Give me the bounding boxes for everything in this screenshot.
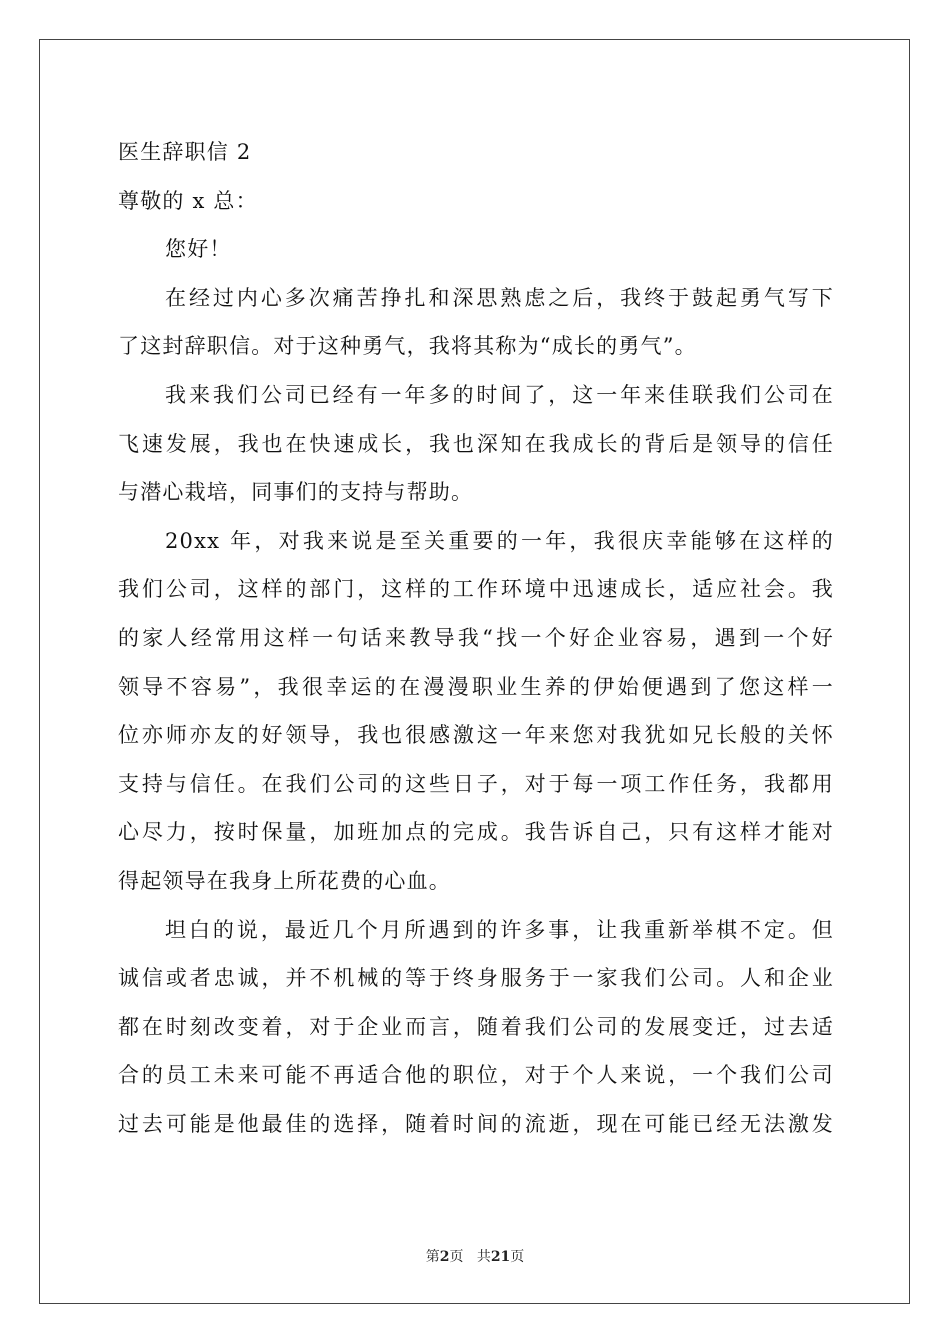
text-line: 了这封辞职信。对于这种勇气，我将其称为“成长的勇气”。 <box>118 334 697 359</box>
text-line: 的家人经常用这样一句话来教导我“找一个好企业容易，遇到一个好 <box>118 625 834 650</box>
page-suffix: 页 <box>449 1249 464 1265</box>
text-line: 领导不容易”，我很幸运的在漫漫职业生养的伊始便遇到了您这样一 <box>118 674 834 699</box>
text-line: 支持与信任。在我们公司的这些日子，对于每一项工作任务，我都用 <box>118 771 834 796</box>
document-body <box>118 128 834 1148</box>
text-line: 心尽力，按时保量，加班加点的完成。我告诉自己，只有这样才能对 <box>118 820 834 845</box>
page-footer <box>0 1246 950 1266</box>
salutation: 尊敬的 x 总： <box>118 188 258 213</box>
total-prefix: 共 <box>476 1249 491 1265</box>
text-line: 20xx 年，对我来说是至关重要的一年，我很庆幸能够在这样的 <box>165 528 834 553</box>
total-suffix: 页 <box>510 1249 525 1265</box>
page-prefix: 第 <box>425 1249 440 1265</box>
text-line: 我来我们公司已经有一年多的时间了，这一年来佳联我们公司在 <box>165 382 834 407</box>
text-line: 诚信或者忠诚，并不机械的等于终身服务于一家我们公司。人和企业 <box>118 966 834 991</box>
text-line: 我们公司，这样的部门，这样的工作环境中迅速成长，适应社会。我 <box>118 577 834 602</box>
text-line: 飞速发展，我也在快速成长，我也深知在我成长的背后是领导的信任 <box>118 431 834 456</box>
document-title: 医生辞职信 2 <box>118 140 252 164</box>
page-number: 2 <box>439 1249 450 1265</box>
text-line: 在经过内心多次痛苦挣扎和深思熟虑之后，我终于鼓起勇气写下 <box>165 285 834 310</box>
total-pages: 21 <box>490 1249 511 1265</box>
text-line: 位亦师亦友的好领导，我也很感激这一年来您对我犹如兄长般的关怀 <box>118 723 834 748</box>
text-line: 都在时刻改变着，对于企业而言，随着我们公司的发展变迁，过去适 <box>118 1014 834 1039</box>
text-line: 过去可能是他最佳的选择，随着时间的流逝，现在可能已经无法激发 <box>118 1111 834 1136</box>
text-line: 与潜心栽培，同事们的支持与帮助。 <box>118 480 474 505</box>
text-line: 得起领导在我身上所花费的心血。 <box>118 868 451 893</box>
text-line: 合的员工未来可能不再适合他的职位，对于个人来说，一个我们公司 <box>118 1063 834 1088</box>
text-line: 坦白的说，最近几个月所遇到的许多事，让我重新举棋不定。但 <box>165 917 834 942</box>
letter-paragraphs <box>118 274 834 1149</box>
greeting: 您好！ <box>165 237 232 262</box>
